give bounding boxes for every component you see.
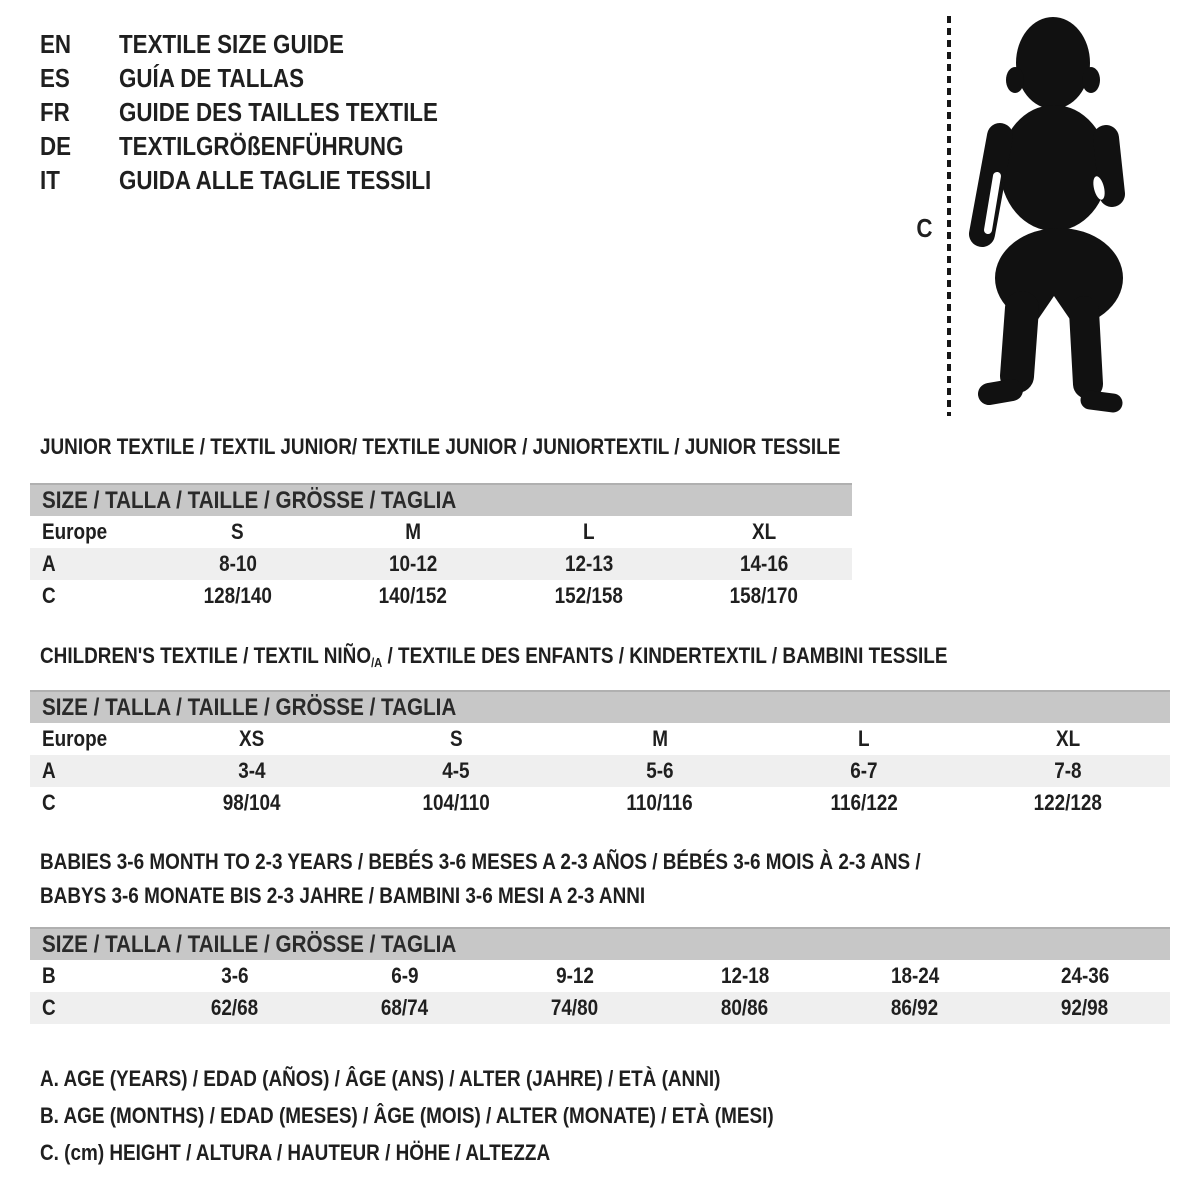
table-row xyxy=(30,723,1170,755)
table-cell: 86/92 xyxy=(891,995,939,1020)
row-label: B xyxy=(42,963,56,988)
table-cell: 74/80 xyxy=(551,995,599,1020)
table-cell: 18-24 xyxy=(890,963,940,988)
row-label: Europe xyxy=(42,519,108,544)
row-label: A xyxy=(42,551,56,576)
language-row-de xyxy=(40,129,490,163)
row-label: C xyxy=(42,995,56,1020)
table-cell: 62/68 xyxy=(211,995,259,1020)
height-measure-dashed-line xyxy=(947,16,951,416)
size-header-bar: SIZE / TALLA / TAILLE / GRÖSSE / TAGLIA xyxy=(30,690,1170,723)
language-code: DE xyxy=(40,130,72,161)
height-measure-label: C xyxy=(916,213,933,243)
junior-section-title: JUNIOR TEXTILE / TEXTIL JUNIOR/ TEXTILE JUNIOR / JUNIORTEXTIL / JUNIOR TESSILE xyxy=(40,434,841,459)
row-label: Europe xyxy=(42,726,108,751)
table-cell: 4-5 xyxy=(442,758,470,783)
babies-section-title xyxy=(40,845,1064,913)
table-row xyxy=(30,787,1170,819)
nino-a-subscript: /A xyxy=(371,655,383,670)
guide-title-en: TEXTILE SIZE GUIDE xyxy=(119,28,344,59)
table-cell: 6-7 xyxy=(850,758,878,783)
table-cell: 104/110 xyxy=(422,790,490,815)
table-row xyxy=(30,548,852,580)
table-cell: 122/128 xyxy=(1033,790,1103,815)
table-cell: 10-12 xyxy=(389,551,438,576)
table-cell: 80/86 xyxy=(721,995,769,1020)
children-size-table xyxy=(30,690,1170,819)
row-label: C xyxy=(42,790,56,815)
language-row-es xyxy=(40,61,490,95)
guide-title-es: GUÍA DE TALLAS xyxy=(119,62,305,93)
language-code: IT xyxy=(40,164,60,195)
row-label: C xyxy=(42,583,56,608)
table-cell: 12-13 xyxy=(564,551,613,576)
table-cell: 9-12 xyxy=(556,963,594,988)
table-row xyxy=(30,516,852,548)
table-cell: 92/98 xyxy=(1061,995,1109,1020)
table-cell: 116/122 xyxy=(830,790,898,815)
size-col-header: S xyxy=(231,519,245,544)
babies-size-table xyxy=(30,927,1170,1024)
toddler-silhouette-icon xyxy=(966,16,1132,418)
language-row-fr xyxy=(40,95,490,129)
guide-title-fr: GUIDE DES TAILLES TEXTILE xyxy=(119,96,438,127)
size-header-bar: SIZE / TALLA / TAILLE / GRÖSSE / TAGLIA xyxy=(30,483,852,516)
children-section-title: CHILDREN'S TEXTILE / TEXTIL NIÑO/A / TEXTILE DES ENFANTS / KINDERTEXTIL / BAMBINI TESSILE xyxy=(40,643,948,670)
language-code: FR xyxy=(40,96,70,127)
guide-title-it: GUIDA ALLE TAGLIE TESSILI xyxy=(119,164,432,195)
babies-title-line2: BABYS 3-6 MONATE BIS 2-3 JAHRE / BAMBINI 3-6 MESI A 2-3 ANNI xyxy=(40,883,646,908)
language-list xyxy=(40,27,490,197)
row-label: A xyxy=(42,758,56,783)
table-cell: 3-4 xyxy=(238,758,266,783)
size-col-header: L xyxy=(582,519,595,544)
table-cell: 6-9 xyxy=(391,963,419,988)
language-row-it xyxy=(40,163,490,197)
size-col-header: XL xyxy=(1055,726,1081,751)
size-col-header: XS xyxy=(239,726,265,751)
table-cell: 128/140 xyxy=(203,583,272,608)
size-col-header: XL xyxy=(752,519,777,544)
legend-line-c: C. (cm) HEIGHT / ALTURA / HAUTEUR / HÖHE / ALTEZZA xyxy=(40,1139,551,1165)
table-cell: 7-8 xyxy=(1054,758,1082,783)
table-cell: 14-16 xyxy=(740,551,789,576)
table-cell: 3-6 xyxy=(221,963,249,988)
table-row xyxy=(30,992,1170,1024)
legend-line-a: A. AGE (YEARS) / EDAD (AÑOS) / ÂGE (ANS) / ALTER (JAHRE) / ETÀ (ANNI) xyxy=(40,1065,721,1091)
language-row-en xyxy=(40,27,490,61)
table-cell: 98/104 xyxy=(223,790,281,815)
language-code: EN xyxy=(40,28,72,59)
table-row xyxy=(30,580,852,612)
size-col-header: M xyxy=(405,519,422,544)
table-cell: 152/158 xyxy=(554,583,623,608)
table-cell: 110/116 xyxy=(626,790,694,815)
table-row xyxy=(30,755,1170,787)
language-code: ES xyxy=(40,62,70,93)
table-cell: 68/74 xyxy=(381,995,429,1020)
table-cell: 8-10 xyxy=(218,551,257,576)
table-cell: 12-18 xyxy=(720,963,770,988)
table-row xyxy=(30,960,1170,992)
guide-title-de: TEXTILGRÖßENFÜHRUNG xyxy=(119,130,404,161)
size-col-header: S xyxy=(449,726,463,751)
junior-size-table xyxy=(30,483,852,612)
size-col-header: L xyxy=(858,726,870,751)
table-cell: 24-36 xyxy=(1060,963,1110,988)
size-header-bar: SIZE / TALLA / TAILLE / GRÖSSE / TAGLIA xyxy=(30,927,1170,960)
table-cell: 5-6 xyxy=(646,758,674,783)
size-col-header: M xyxy=(652,726,668,751)
legend-line-b: B. AGE (MONTHS) / EDAD (MESES) / ÂGE (MOIS) / ALTER (MONATE) / ETÀ (MESI) xyxy=(40,1102,774,1128)
measurement-legend xyxy=(40,1060,893,1171)
table-cell: 140/152 xyxy=(379,583,448,608)
babies-title-line1: BABIES 3-6 MONTH TO 2-3 YEARS / BEBÉS 3-6 MESES A 2-3 AÑOS / BÉBÉS 3-6 MOIS À 2-3 ANS / xyxy=(40,849,921,874)
table-cell: 158/170 xyxy=(730,583,799,608)
